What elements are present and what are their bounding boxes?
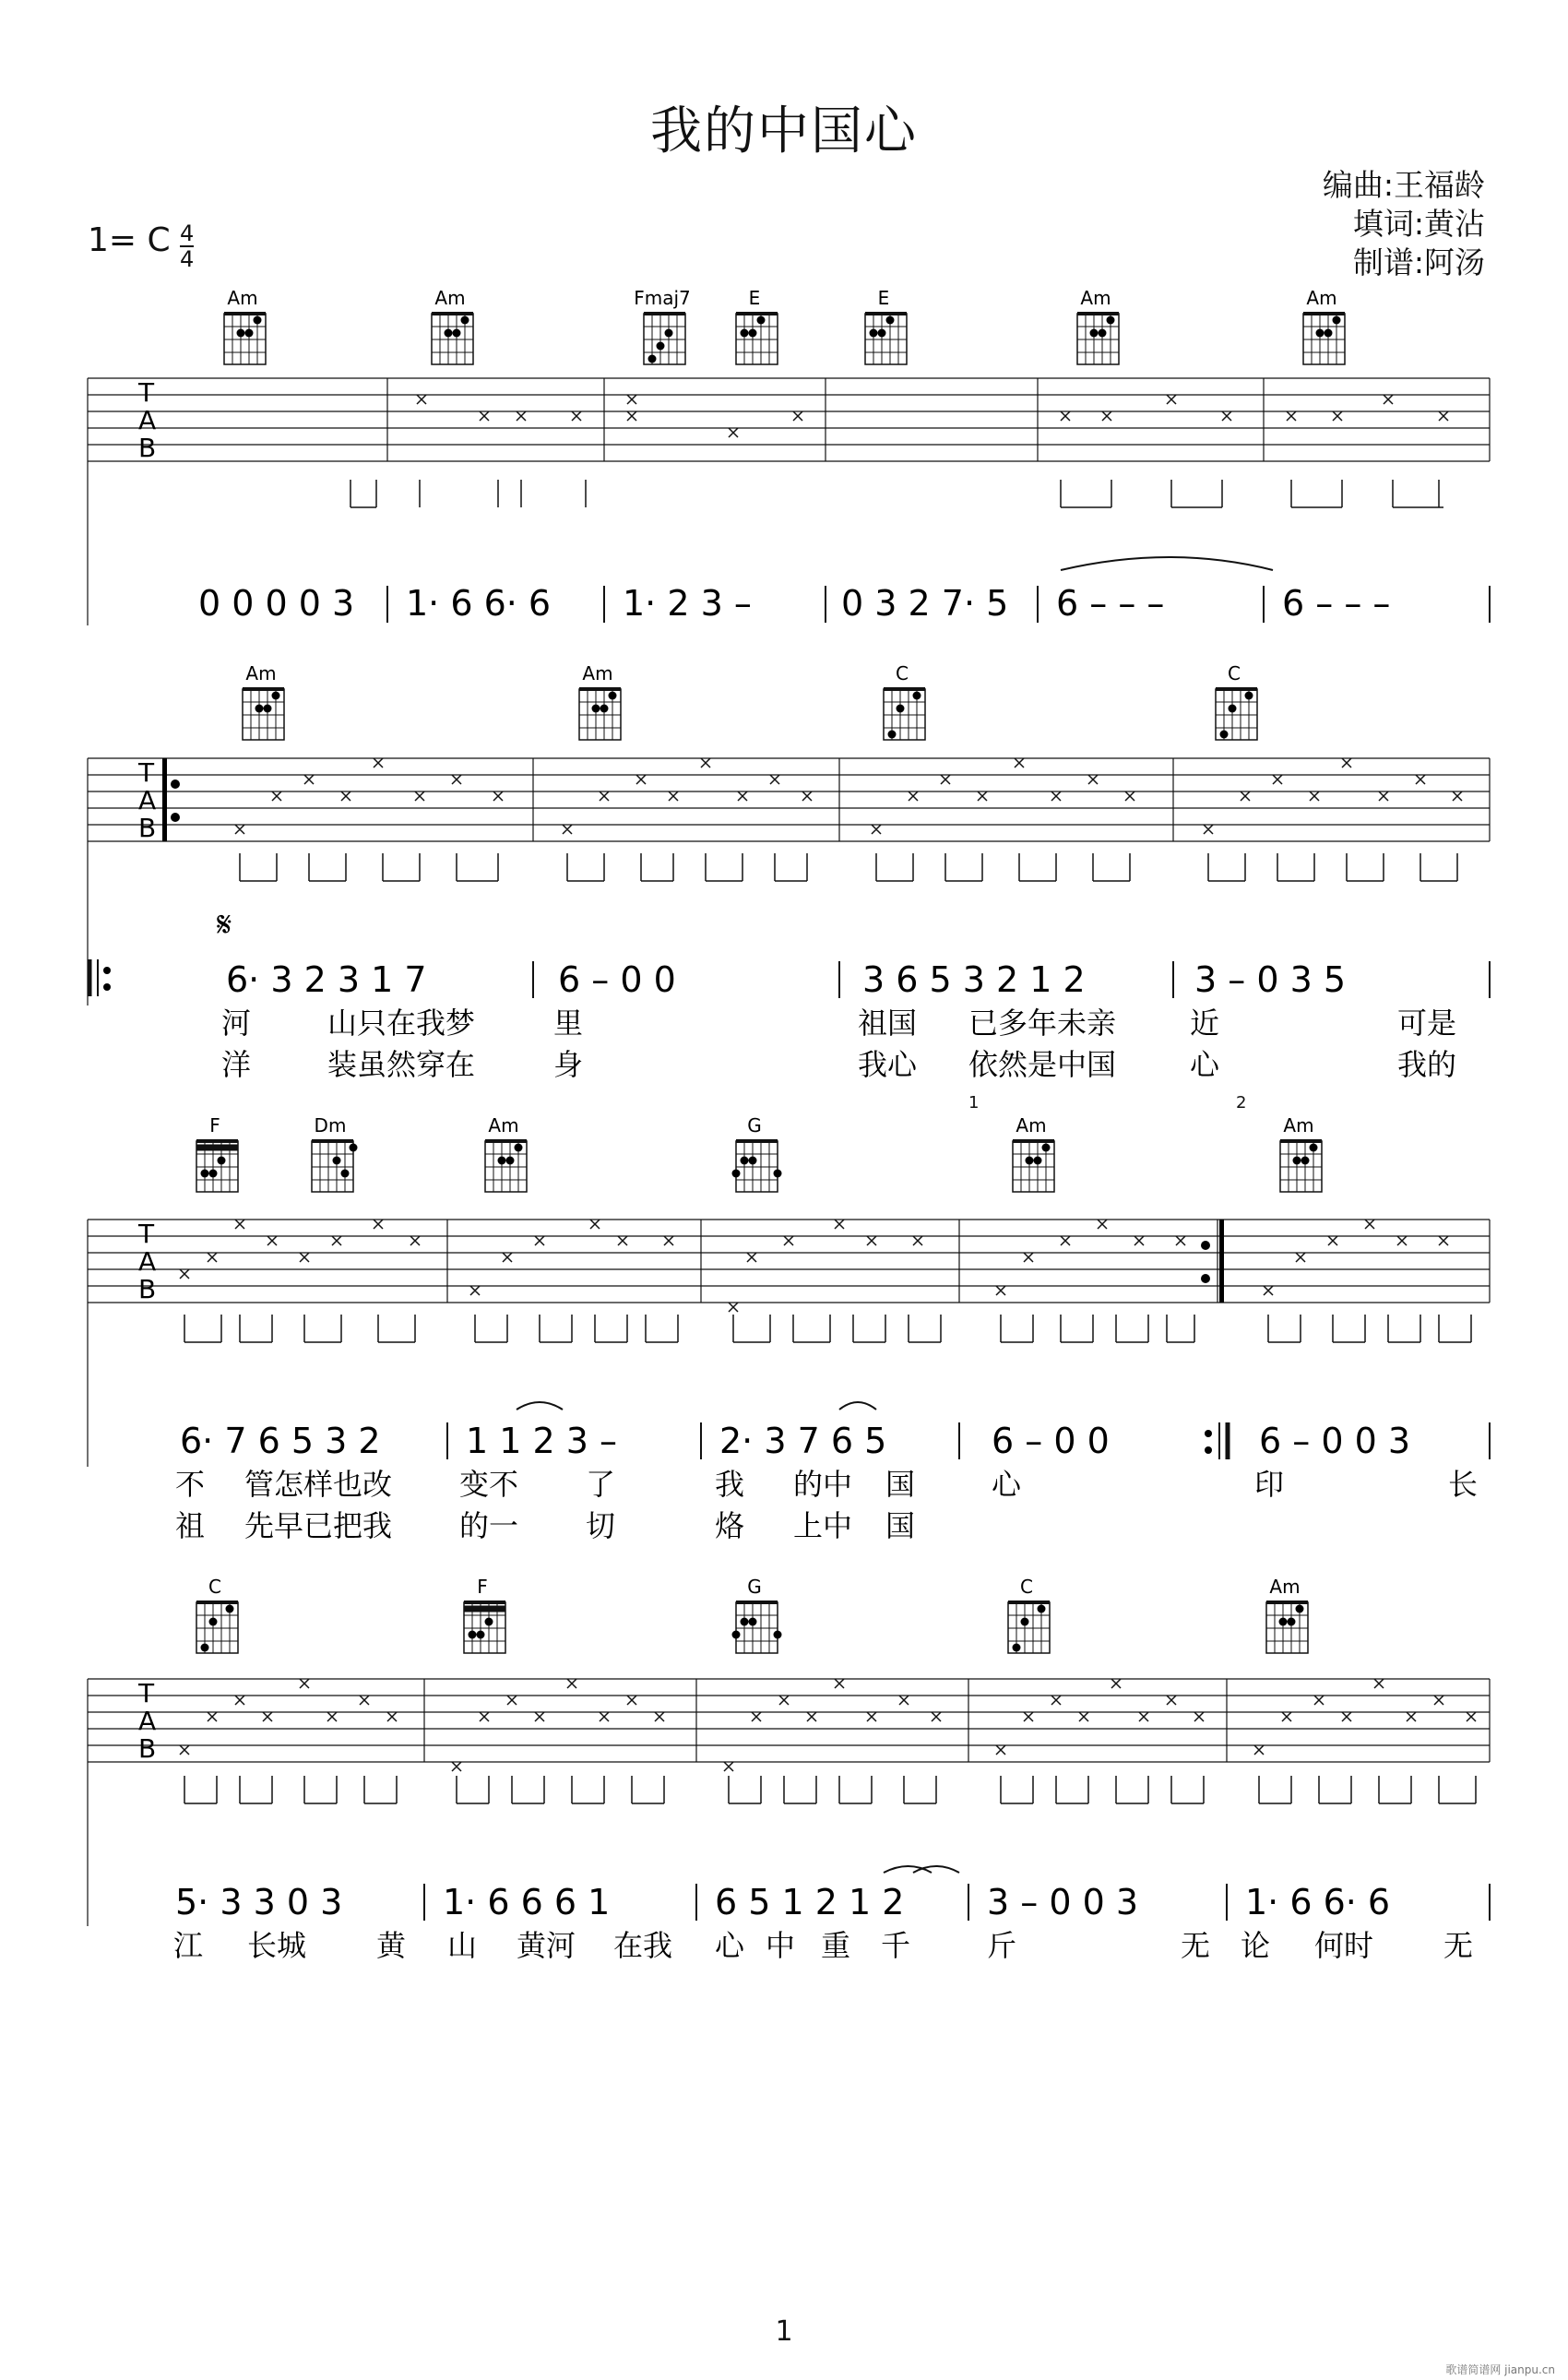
tab-letter-a: A	[138, 785, 157, 815]
chord-diagram	[1266, 1576, 1308, 1653]
lyric: 上中	[793, 1508, 853, 1543]
chord-diagram	[1216, 662, 1257, 740]
lyrics-verse-2	[221, 1047, 1456, 1082]
tie-arc	[1061, 557, 1273, 570]
system-4-svg	[0, 1568, 1568, 1993]
lyric: 无	[1181, 1928, 1211, 1963]
tab-letter-b: B	[138, 433, 157, 463]
lyric: 祖国	[858, 1006, 918, 1041]
measure-notation: 2· 3 7 6 5	[719, 1421, 887, 1461]
lyric: 河	[221, 1006, 252, 1041]
chord-name: E	[877, 287, 890, 309]
slur-arc	[517, 1402, 563, 1410]
repeat-bar	[162, 758, 167, 841]
measure-notation: 6 – 0 0	[558, 959, 676, 1000]
tab-letter-t: T	[138, 377, 155, 408]
chord-name: E	[748, 287, 761, 309]
lyric: 近	[1190, 1006, 1220, 1041]
chord-name: Fmaj7	[634, 287, 691, 309]
lyric: 山	[447, 1928, 478, 1963]
lyric: 祖	[175, 1508, 206, 1543]
lyric: 国	[885, 1467, 916, 1502]
tab-letter-b: B	[138, 1733, 157, 1764]
lyric: 无	[1443, 1928, 1474, 1963]
chord-name: Am	[434, 287, 466, 309]
tab-marks	[180, 1220, 1471, 1342]
chord-name: Dm	[314, 1114, 347, 1136]
lyrics-verse-1	[221, 1006, 1456, 1041]
measure-notation: 3 6 5 3 2 1 2	[862, 959, 1086, 1000]
chord-name: Am	[1080, 287, 1111, 309]
chord-diagram	[884, 662, 925, 740]
chord-name: Am	[1269, 1576, 1301, 1598]
tab-letter-a: A	[138, 405, 157, 435]
segno-icon: 𝄋	[217, 904, 232, 945]
lyrics-verse-2	[175, 1508, 915, 1543]
chord-name: C	[208, 1576, 221, 1598]
credit-arranger: 编曲:王福龄	[1322, 167, 1485, 203]
chord-diagram	[634, 287, 691, 364]
chord-diagram	[196, 1576, 238, 1653]
chord-diagram	[732, 1114, 782, 1192]
lyric: 重	[821, 1928, 851, 1963]
lyric: 身	[553, 1047, 584, 1082]
measure-notation: 6 5 1 2 1 2	[715, 1882, 905, 1922]
measure-notation: 1· 6 6· 6	[1245, 1882, 1391, 1922]
chord-diagrams	[243, 662, 1257, 740]
repeat-bar	[1219, 1220, 1224, 1303]
lyric: 我	[715, 1467, 745, 1502]
lyric: 黄	[376, 1928, 407, 1963]
chord-name: Am	[227, 287, 258, 309]
system-1-svg	[0, 277, 1568, 646]
system-4	[0, 1568, 1568, 1993]
measure-notation: 0 3 2 7· 5	[841, 583, 1009, 624]
measure-notation: 5· 3 3 0 3	[175, 1882, 343, 1922]
lyric: 里	[553, 1006, 584, 1041]
repeat-dot	[1205, 1430, 1212, 1437]
chord-name: C	[1020, 1576, 1033, 1598]
system-3	[0, 1107, 1568, 1559]
volta-1: 1	[968, 1093, 980, 1113]
credits	[1323, 166, 1485, 282]
chord-diagram	[432, 287, 473, 364]
credit-lyricist: 填词:黄沾	[1352, 206, 1485, 242]
notation-row	[175, 1882, 1390, 1922]
tab-marks	[180, 1679, 1476, 1803]
system-1	[0, 277, 1568, 646]
tab-letters	[137, 757, 156, 843]
repeat-start	[89, 959, 98, 996]
chord-diagram	[1280, 1114, 1322, 1192]
lyric: 何时	[1314, 1928, 1374, 1963]
slur-arc	[839, 1402, 876, 1410]
page-number: 1	[775, 2315, 793, 2348]
system-2	[0, 655, 1568, 1089]
notation-row	[226, 959, 1346, 1000]
chord-diagrams	[224, 287, 1345, 364]
lyric: 黄河	[517, 1928, 576, 1963]
lyric: 论	[1241, 1928, 1271, 1963]
chord-diagram	[1303, 287, 1345, 364]
chord-diagram	[485, 1114, 527, 1192]
chord-diagram	[1008, 1576, 1050, 1653]
lyric: 中	[766, 1928, 796, 1963]
slur-arc	[884, 1866, 959, 1873]
measure-notation: 1· 6 6· 6	[406, 583, 552, 624]
chord-name: C	[1228, 662, 1241, 684]
repeat-dot	[171, 813, 180, 822]
chord-diagram	[464, 1576, 505, 1653]
measure-notation: 1· 6 6 6 1	[443, 1882, 611, 1922]
key-signature: 1= C	[88, 221, 171, 259]
chord-name: C	[896, 662, 909, 684]
tab-letter-b: B	[138, 813, 157, 843]
tab-letters	[137, 1678, 156, 1764]
lyric: 了	[586, 1467, 616, 1502]
tab-letters	[137, 377, 156, 463]
lyric: 已多年未亲	[968, 1006, 1117, 1041]
lyric: 印	[1254, 1467, 1285, 1502]
chord-diagram	[736, 287, 778, 364]
lyrics-verse-1	[173, 1928, 1473, 1963]
chord-name: Am	[1283, 1114, 1314, 1136]
repeat-dot	[1201, 1274, 1210, 1283]
system-3-svg	[0, 1107, 1568, 1559]
chord-diagram	[732, 1576, 782, 1653]
lyric: 长	[1448, 1467, 1479, 1502]
chord-name: Am	[582, 662, 613, 684]
lyric: 在我	[613, 1928, 673, 1963]
lyric: 变不	[459, 1467, 519, 1502]
lyric: 可是	[1397, 1006, 1457, 1041]
measure-notation: 6 – – –	[1282, 583, 1391, 624]
lyric: 烙	[715, 1508, 745, 1543]
chord-diagram	[579, 662, 621, 740]
measure-notation: 3 – 0 3 5	[1194, 959, 1347, 1000]
tab-letter-t: T	[138, 1678, 155, 1708]
lyric: 斤	[987, 1928, 1017, 1963]
chord-diagram	[196, 1114, 238, 1192]
chord-diagrams	[196, 1576, 1308, 1653]
tab-letter-t: T	[138, 757, 155, 788]
lyric: 的一	[459, 1508, 519, 1543]
tab-letters	[137, 1219, 156, 1304]
chord-diagram	[1077, 287, 1119, 364]
repeat-dot	[1205, 1446, 1212, 1454]
repeat-dot	[1201, 1241, 1210, 1250]
chord-name: Am	[488, 1114, 519, 1136]
lyrics-verse-1	[175, 1467, 1478, 1502]
measure-notation: 0 0 0 0 3	[198, 583, 355, 624]
system-2-svg	[0, 655, 1568, 1089]
chord-diagram	[1013, 1114, 1054, 1192]
lyric: 千	[881, 1928, 911, 1963]
lyric: 我的	[1397, 1047, 1457, 1082]
measure-notation: 6· 3 2 3 1 7	[226, 959, 427, 1000]
repeat-end	[1219, 1422, 1228, 1459]
lyric: 切	[586, 1508, 616, 1543]
page-title: 我的中国心	[650, 101, 918, 161]
lyric: 心	[715, 1928, 745, 1963]
lyric: 管怎样也改	[244, 1467, 393, 1502]
tab-letter-a: A	[138, 1246, 157, 1277]
repeat-dot	[103, 967, 111, 974]
chord-diagram	[312, 1114, 358, 1192]
lyric: 依然是中国	[968, 1047, 1117, 1082]
lyric: 我心	[858, 1047, 918, 1082]
lyric: 不	[175, 1467, 206, 1502]
chord-diagrams	[196, 1114, 1322, 1192]
time-signature-bottom: 4	[180, 246, 195, 272]
tab-letter-b: B	[138, 1274, 157, 1304]
lyric: 长城	[247, 1928, 307, 1963]
lyric: 山只在我梦	[327, 1006, 476, 1041]
tab-letter-t: T	[138, 1219, 155, 1249]
measure-notation: 6 – – –	[1056, 583, 1165, 624]
lyric: 洋	[221, 1047, 252, 1082]
lyric: 心	[1190, 1047, 1220, 1082]
chord-diagram	[865, 287, 907, 364]
chord-diagram	[243, 662, 284, 740]
chord-name: Am	[245, 662, 277, 684]
chord-name: F	[209, 1114, 220, 1136]
chord-name: F	[477, 1576, 488, 1598]
chord-diagram	[224, 287, 266, 364]
chord-name: Am	[1306, 287, 1337, 309]
chord-name: G	[747, 1576, 762, 1598]
repeat-dot	[103, 983, 111, 991]
measure-notation: 6 – 0 0	[992, 1421, 1110, 1461]
measure-notation: 1· 2 3 –	[623, 583, 752, 624]
time-signature	[180, 221, 194, 271]
chord-name: G	[747, 1114, 762, 1136]
measure-notation: 1 1 2 3 –	[466, 1421, 618, 1461]
lyric: 江	[173, 1928, 204, 1963]
lyric: 先早已把我	[244, 1508, 393, 1543]
watermark: 歌谱简谱网 jianpu.cn	[1445, 2363, 1555, 2376]
measure-notation: 6 – 0 0 3	[1259, 1421, 1411, 1461]
lyric: 国	[885, 1508, 916, 1543]
lyric: 装虽然穿在	[327, 1047, 476, 1082]
tab-marks	[235, 758, 1462, 881]
time-signature-top: 4	[180, 220, 195, 246]
tab-letter-a: A	[138, 1706, 157, 1736]
volta-2: 2	[1236, 1093, 1247, 1113]
lyric: 心	[992, 1467, 1022, 1502]
credit-transcriber: 制谱:阿汤	[1352, 244, 1485, 280]
repeat-dot	[171, 779, 180, 789]
measure-notation: 6· 7 6 5 3 2	[180, 1421, 381, 1461]
measure-notation: 3 – 0 0 3	[987, 1882, 1139, 1922]
notation-row	[198, 583, 1390, 624]
chord-name: Am	[1016, 1114, 1047, 1136]
lyric: 的中	[793, 1467, 853, 1502]
